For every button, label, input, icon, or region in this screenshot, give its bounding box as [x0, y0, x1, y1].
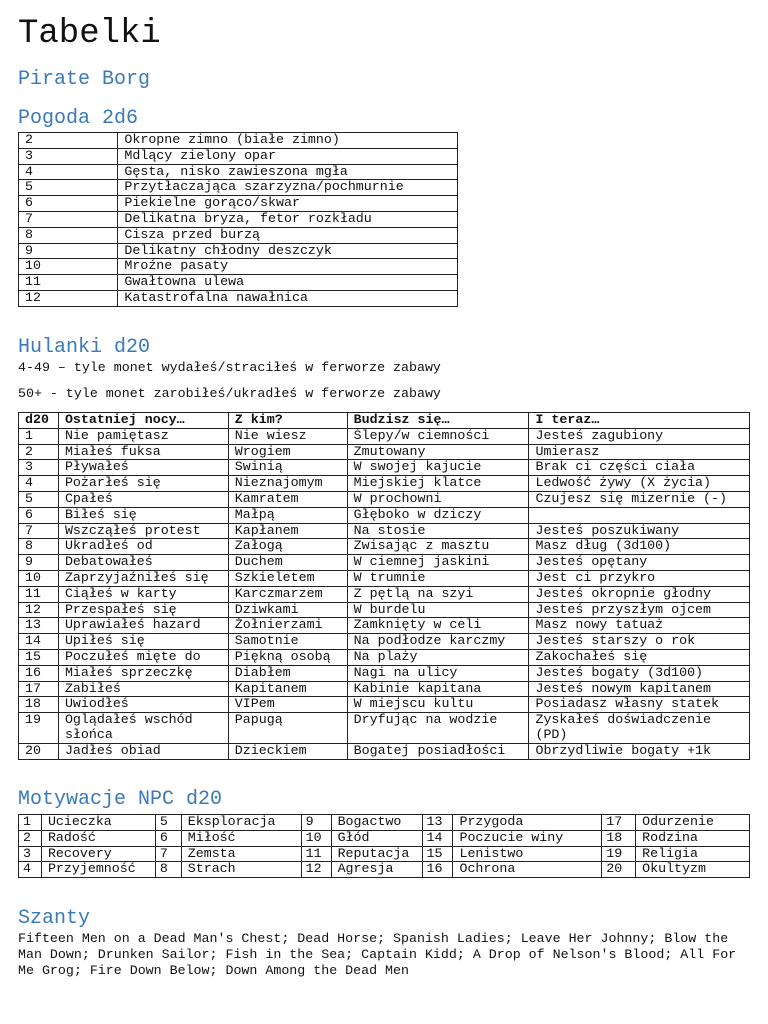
last-night-cell: Oglądałeś wschód słońca: [58, 713, 228, 744]
motivation-cell: Strach: [181, 862, 301, 878]
roll-cell: 18: [19, 697, 59, 713]
table-row: [19, 428, 750, 444]
last-night-cell: Ukradłeś od: [58, 539, 228, 555]
table-row: [19, 491, 750, 507]
weather-cell: Gwałtowna ulewa: [118, 275, 458, 291]
table-row: [19, 586, 750, 602]
last-night-cell: Zabiłeś: [58, 681, 228, 697]
with-whom-cell: Diabłem: [228, 665, 347, 681]
table-row: [19, 523, 750, 539]
roll-cell: 7: [19, 523, 59, 539]
table-row: [19, 815, 750, 831]
weather-cell: Przytłaczająca szarzyzna/pochmurnie: [118, 180, 458, 196]
wake-up-cell: W miejscu kultu: [347, 697, 529, 713]
and-now-cell: Jesteś opętany: [529, 555, 750, 571]
roll-cell: 14: [19, 634, 59, 650]
weather-cell: Piekielne gorąco/skwar: [118, 196, 458, 212]
last-night-cell: Uprawiałeś hazard: [58, 618, 228, 634]
roll-cell: 1: [19, 815, 42, 831]
last-night-cell: Poczułeś mięte do: [58, 649, 228, 665]
column-header: Z kim?: [228, 413, 347, 429]
wake-up-cell: Bogatej posiadłości: [347, 743, 529, 759]
motivation-cell: Przygoda: [453, 815, 602, 831]
table-row: [19, 846, 750, 862]
with-whom-cell: Karczmarzem: [228, 586, 347, 602]
roll-cell: 10: [301, 830, 331, 846]
revels-note-1: 4-49 – tyle monet wydałeś/straciłeś w ferworze zabawy: [18, 360, 441, 375]
last-night-cell: Cpałeś: [58, 491, 228, 507]
roll-cell: 20: [19, 743, 59, 759]
roll-cell: 2: [19, 444, 59, 460]
with-whom-cell: VIPem: [228, 697, 347, 713]
table-row: [19, 180, 458, 196]
roll-cell: 4: [19, 164, 118, 180]
roll-cell: 10: [19, 570, 59, 586]
roll-cell: 8: [19, 227, 118, 243]
table-row: [19, 539, 750, 555]
wake-up-cell: Ślepy/w ciemności: [347, 428, 529, 444]
motivation-cell: Okultyzm: [636, 862, 750, 878]
section-heading-npc-motivations: Motywacje NPC d20: [18, 788, 223, 811]
with-whom-cell: Nieznajomym: [228, 476, 347, 492]
last-night-cell: Pożarłeś się: [58, 476, 228, 492]
and-now-cell: Jesteś poszukiwany: [529, 523, 750, 539]
and-now-cell: [529, 507, 750, 523]
wake-up-cell: W ciemnej jaskini: [347, 555, 529, 571]
roll-cell: 8: [19, 539, 59, 555]
roll-cell: 11: [301, 846, 331, 862]
table-row: [19, 862, 750, 878]
table-row: [19, 555, 750, 571]
roll-cell: 16: [422, 862, 453, 878]
with-whom-cell: Wrogiem: [228, 444, 347, 460]
weather-cell: Delikatna bryza, fetor rozkładu: [118, 211, 458, 227]
last-night-cell: Miałeś sprzeczkę: [58, 665, 228, 681]
and-now-cell: Jest ci przykro: [529, 570, 750, 586]
motivation-cell: Religia: [636, 846, 750, 862]
motivation-cell: Miłość: [181, 830, 301, 846]
last-night-cell: Nie pamiętasz: [58, 428, 228, 444]
and-now-cell: Jesteś przyszłym ojcem: [529, 602, 750, 618]
last-night-cell: Jadłeś obiad: [58, 743, 228, 759]
page-title: Tabelki: [18, 15, 161, 53]
roll-cell: 17: [602, 815, 636, 831]
and-now-cell: Jesteś zagubiony: [529, 428, 750, 444]
weather-table: [18, 132, 458, 307]
table-row: [19, 164, 458, 180]
weather-cell: Mroźne pasaty: [118, 259, 458, 275]
wake-up-cell: W prochowni: [347, 491, 529, 507]
roll-cell: 12: [19, 290, 118, 306]
last-night-cell: Ciąłeś w karty: [58, 586, 228, 602]
revels-note-2: 50+ - tyle monet zarobiłeś/ukradłeś w ferworze zabawy: [18, 386, 441, 401]
wake-up-cell: Dryfując na wodzie: [347, 713, 529, 744]
roll-cell: 5: [19, 491, 59, 507]
with-whom-cell: Szkieletem: [228, 570, 347, 586]
roll-cell: 11: [19, 275, 118, 291]
roll-cell: 9: [301, 815, 331, 831]
and-now-cell: Umierasz: [529, 444, 750, 460]
weather-cell: Cisza przed burzą: [118, 227, 458, 243]
roll-cell: 19: [602, 846, 636, 862]
with-whom-cell: Kapitanem: [228, 681, 347, 697]
column-header: Budzisz się…: [347, 413, 529, 429]
section-heading-shanties: Szanty: [18, 907, 91, 930]
and-now-cell: Obrzydliwie bogaty +1k: [529, 743, 750, 759]
table-row: [19, 148, 458, 164]
wake-up-cell: Nagi na ulicy: [347, 665, 529, 681]
roll-cell: 12: [19, 602, 59, 618]
with-whom-cell: Załogą: [228, 539, 347, 555]
and-now-cell: Czujesz się mizernie (-): [529, 491, 750, 507]
roll-cell: 3: [19, 846, 42, 862]
roll-cell: 18: [602, 830, 636, 846]
last-night-cell: Przespałeś się: [58, 602, 228, 618]
table-row: [19, 649, 750, 665]
wake-up-cell: Kabinie kapitana: [347, 681, 529, 697]
and-now-cell: Jesteś okropnie głodny: [529, 586, 750, 602]
motivation-cell: Rodzina: [636, 830, 750, 846]
roll-cell: 1: [19, 428, 59, 444]
table-row: [19, 743, 750, 759]
wake-up-cell: Głęboko w dziczy: [347, 507, 529, 523]
roll-cell: 19: [19, 713, 59, 744]
roll-cell: 17: [19, 681, 59, 697]
roll-cell: 3: [19, 148, 118, 164]
wake-up-cell: W trumnie: [347, 570, 529, 586]
table-row: [19, 259, 458, 275]
and-now-cell: Ledwość żywy (X życia): [529, 476, 750, 492]
motivation-cell: Głód: [331, 830, 422, 846]
and-now-cell: Posiadasz własny statek: [529, 697, 750, 713]
motivation-cell: Reputacja: [331, 846, 422, 862]
last-night-cell: Uwiodłeś: [58, 697, 228, 713]
and-now-cell: Jesteś nowym kapitanem: [529, 681, 750, 697]
table-header-row: [19, 413, 750, 429]
roll-cell: 7: [155, 846, 181, 862]
with-whom-cell: Kamratem: [228, 491, 347, 507]
wake-up-cell: W swojej kajucie: [347, 460, 529, 476]
and-now-cell: Jesteś bogaty (3d100): [529, 665, 750, 681]
with-whom-cell: Samotnie: [228, 634, 347, 650]
motivation-cell: Lenistwo: [453, 846, 602, 862]
roll-cell: 16: [19, 665, 59, 681]
with-whom-cell: Duchem: [228, 555, 347, 571]
roll-cell: 14: [422, 830, 453, 846]
wake-up-cell: Na podłodze karczmy: [347, 634, 529, 650]
revels-table: [18, 412, 750, 760]
table-row: [19, 476, 750, 492]
table-row: [19, 665, 750, 681]
table-row: [19, 211, 458, 227]
table-row: [19, 634, 750, 650]
last-night-cell: Biłeś się: [58, 507, 228, 523]
and-now-cell: Masz nowy tatuaż: [529, 618, 750, 634]
roll-cell: 11: [19, 586, 59, 602]
roll-cell: 6: [19, 507, 59, 523]
with-whom-cell: Małpą: [228, 507, 347, 523]
wake-up-cell: Miejskiej klatce: [347, 476, 529, 492]
npc-motivations-table: [18, 814, 750, 878]
weather-cell: Delikatny chłodny deszczyk: [118, 243, 458, 259]
motivation-cell: Ucieczka: [41, 815, 155, 831]
roll-cell: 15: [422, 846, 453, 862]
last-night-cell: Pływałeś: [58, 460, 228, 476]
table-row: [19, 830, 750, 846]
motivation-cell: Odurzenie: [636, 815, 750, 831]
with-whom-cell: Swinią: [228, 460, 347, 476]
wake-up-cell: Zmutowany: [347, 444, 529, 460]
with-whom-cell: Nie wiesz: [228, 428, 347, 444]
roll-cell: 3: [19, 460, 59, 476]
table-row: [19, 697, 750, 713]
shanties-list: Fifteen Men on a Dead Man's Chest; Dead Horse; Spanish Ladies; Leave Her Johnny; Blow the Man Down; Drunken Sailor; Fish in the Sea; Captain Kidd; A Drop of Nelson's Blood; All For Me Grog; Fire Down Below; Down Among the Dead Men: [18, 931, 737, 978]
roll-cell: 9: [19, 243, 118, 259]
roll-cell: 10: [19, 259, 118, 275]
motivation-cell: Bogactwo: [331, 815, 422, 831]
roll-cell: 6: [155, 830, 181, 846]
table-row: [19, 570, 750, 586]
table-row: [19, 602, 750, 618]
roll-cell: 13: [422, 815, 453, 831]
section-heading-revels: Hulanki d20: [18, 336, 151, 359]
roll-cell: 8: [155, 862, 181, 878]
roll-cell: 2: [19, 830, 42, 846]
section-heading-pirate-borg: Pirate Borg: [18, 68, 151, 91]
roll-cell: 20: [602, 862, 636, 878]
table-row: [19, 227, 458, 243]
and-now-cell: Masz dług (3d100): [529, 539, 750, 555]
roll-cell: 2: [19, 133, 118, 149]
wake-up-cell: Z pętlą na szyi: [347, 586, 529, 602]
and-now-cell: Jesteś starszy o rok: [529, 634, 750, 650]
roll-cell: 5: [19, 180, 118, 196]
section-heading-weather: Pogoda 2d6: [18, 107, 139, 130]
roll-cell: 4: [19, 476, 59, 492]
weather-cell: Gęsta, nisko zawieszona mgła: [118, 164, 458, 180]
roll-cell: 5: [155, 815, 181, 831]
with-whom-cell: Dzieckiem: [228, 743, 347, 759]
motivation-cell: Ochrona: [453, 862, 602, 878]
table-row: [19, 243, 458, 259]
last-night-cell: Debatowałeś: [58, 555, 228, 571]
wake-up-cell: Zwisając z masztu: [347, 539, 529, 555]
with-whom-cell: Kapłanem: [228, 523, 347, 539]
table-row: [19, 444, 750, 460]
last-night-cell: Upiłeś się: [58, 634, 228, 650]
table-row: [19, 713, 750, 744]
with-whom-cell: Dziwkami: [228, 602, 347, 618]
and-now-cell: Zakochałeś się: [529, 649, 750, 665]
roll-cell: 6: [19, 196, 118, 212]
motivation-cell: Zemsta: [181, 846, 301, 862]
roll-cell: 13: [19, 618, 59, 634]
last-night-cell: Zaprzyjaźniłeś się: [58, 570, 228, 586]
column-header: I teraz…: [529, 413, 750, 429]
motivation-cell: Recovery: [41, 846, 155, 862]
with-whom-cell: Piękną osobą: [228, 649, 347, 665]
wake-up-cell: W burdelu: [347, 602, 529, 618]
roll-cell: 9: [19, 555, 59, 571]
and-now-cell: Zyskałeś doświadczenie (PD): [529, 713, 750, 744]
weather-cell: Mdlący zielony opar: [118, 148, 458, 164]
roll-cell: 15: [19, 649, 59, 665]
motivation-cell: Poczucie winy: [453, 830, 602, 846]
table-row: [19, 460, 750, 476]
motivation-cell: Przyjemność: [41, 862, 155, 878]
table-row: [19, 681, 750, 697]
motivation-cell: Radość: [41, 830, 155, 846]
with-whom-cell: Żołnierzami: [228, 618, 347, 634]
last-night-cell: Miałeś fuksa: [58, 444, 228, 460]
motivation-cell: Eksploracja: [181, 815, 301, 831]
weather-cell: Okropne zimno (białe zimno): [118, 133, 458, 149]
last-night-cell: Wszcząłeś protest: [58, 523, 228, 539]
table-row: [19, 133, 458, 149]
table-row: [19, 507, 750, 523]
with-whom-cell: Papugą: [228, 713, 347, 744]
table-row: [19, 618, 750, 634]
table-row: [19, 290, 458, 306]
table-row: [19, 196, 458, 212]
and-now-cell: Brak ci części ciała: [529, 460, 750, 476]
roll-cell: 7: [19, 211, 118, 227]
weather-cell: Katastrofalna nawałnica: [118, 290, 458, 306]
motivation-cell: Agresja: [331, 862, 422, 878]
roll-cell: 12: [301, 862, 331, 878]
column-header: d20: [19, 413, 59, 429]
wake-up-cell: Zamknięty w celi: [347, 618, 529, 634]
column-header: Ostatniej nocy…: [58, 413, 228, 429]
wake-up-cell: Na plaży: [347, 649, 529, 665]
wake-up-cell: Na stosie: [347, 523, 529, 539]
table-row: [19, 275, 458, 291]
roll-cell: 4: [19, 862, 42, 878]
